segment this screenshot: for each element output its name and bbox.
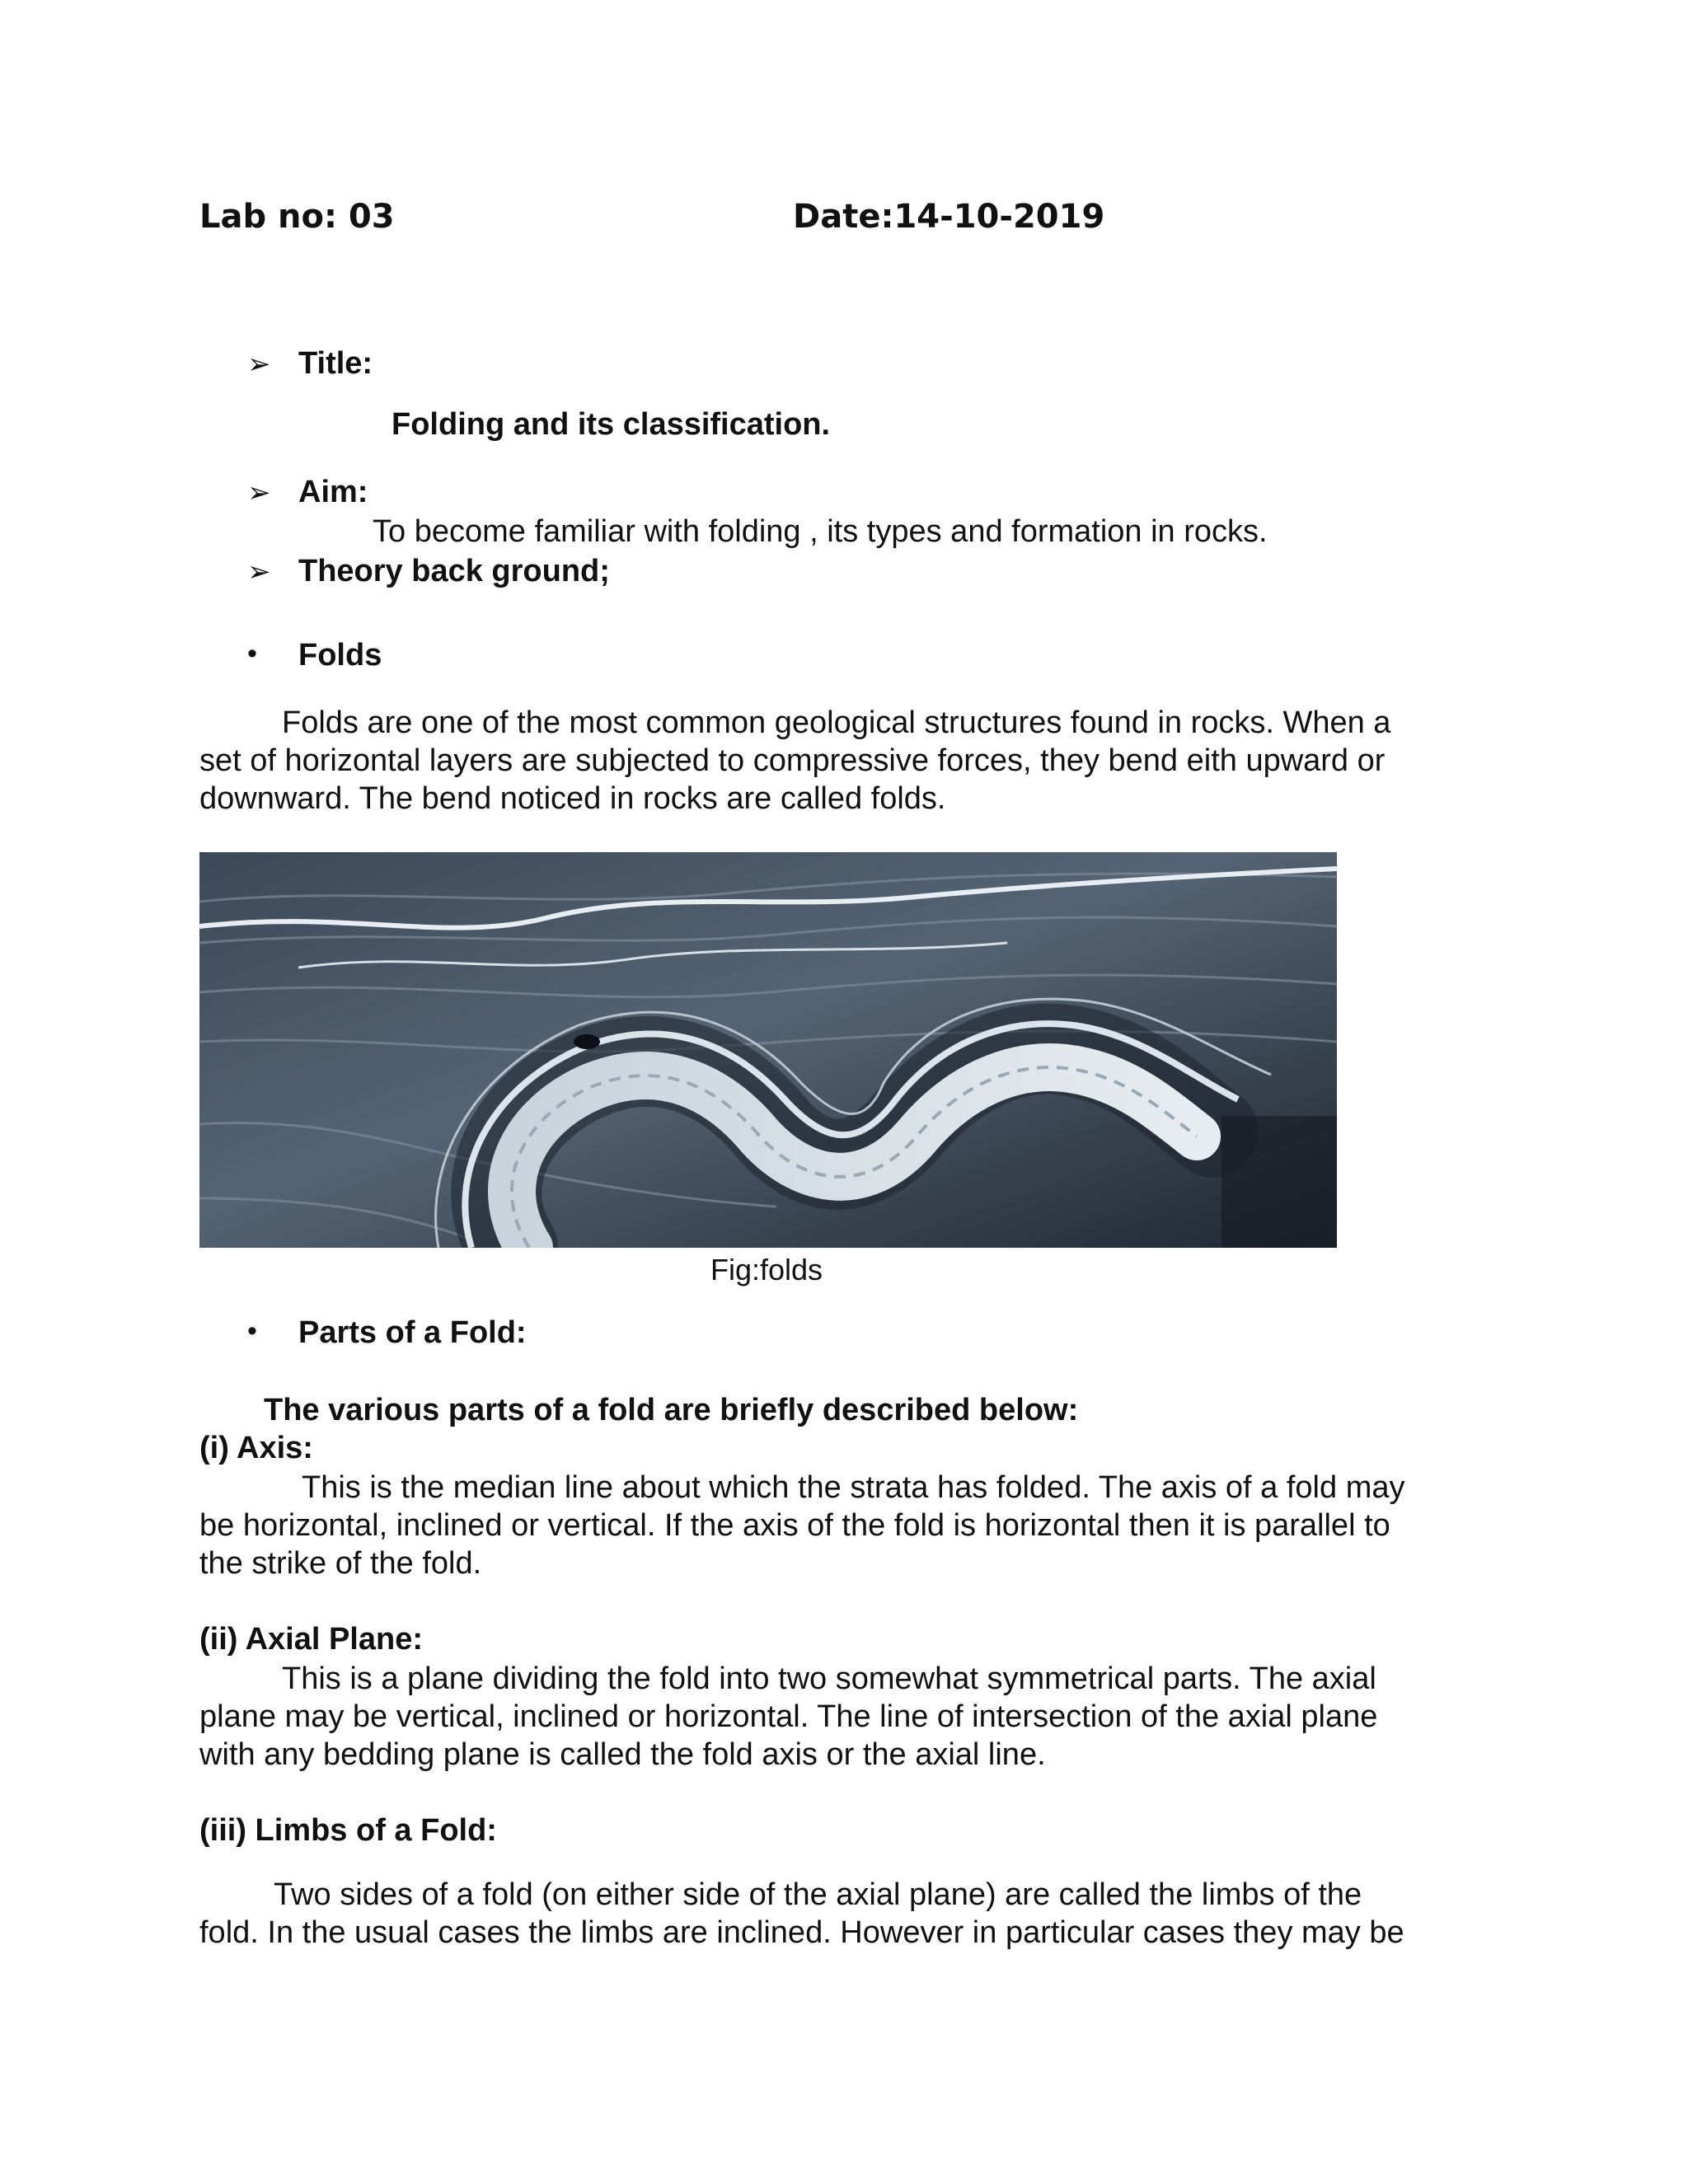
folds-paragraph xyxy=(199,704,1485,818)
folds-line: Folds are one of the most common geological structures found in rocks. When a xyxy=(282,705,1391,740)
folds-label: Folds xyxy=(298,638,382,673)
axial-plane-line: with any bedding plane is called the fold axis or the axial line. xyxy=(199,1737,1046,1772)
limbs-line: Two sides of a fold (on either side of the axial plane) are called the limbs of the xyxy=(274,1877,1362,1912)
figure-caption: Fig:folds xyxy=(710,1253,823,1286)
folds-line: set of horizontal layers are subjected to compressive forces, they bend eith upward or xyxy=(199,743,1386,778)
axis-line: be horizontal, inclined or vertical. If the axis of the fold is horizontal then it is parallel to xyxy=(199,1508,1390,1543)
axial-plane-paragraph xyxy=(199,1660,1485,1774)
parts-label: Parts of a Fold: xyxy=(298,1315,527,1350)
folds-line: downward. The bend noticed in rocks are called folds. xyxy=(199,781,946,816)
title-label: Title: xyxy=(298,346,373,381)
title-text: Folding and its classification. xyxy=(392,407,831,442)
folds-photo xyxy=(199,852,1337,1248)
axial-plane-line: plane may be vertical, inclined or horizontal. The line of intersection of the axial plane xyxy=(199,1699,1378,1734)
lab-date: Date:14-10-2019 xyxy=(793,198,1105,236)
arrow-bullet-icon: ➢ xyxy=(247,348,271,381)
arrow-bullet-icon: ➢ xyxy=(247,476,271,509)
limbs-paragraph xyxy=(199,1876,1485,1952)
axis-paragraph xyxy=(199,1469,1485,1582)
theory-label: Theory back ground; xyxy=(298,554,610,588)
bullet-dot-icon: • xyxy=(247,638,257,669)
aim-text: To become familiar with folding , its types and formation in rocks. xyxy=(373,514,1268,549)
axial-plane-line: This is a plane dividing the fold into two somewhat symmetrical parts. The axial xyxy=(282,1661,1376,1696)
lab-number: Lab no: 03 xyxy=(199,198,395,236)
parts-intro: The various parts of a fold are briefly described below: xyxy=(264,1393,1079,1427)
limbs-heading: (iii) Limbs of a Fold: xyxy=(199,1813,497,1848)
axis-line: the strike of the fold. xyxy=(199,1546,482,1581)
limbs-line: fold. In the usual cases the limbs are inclined. However in particular cases they may be xyxy=(199,1915,1404,1950)
arrow-bullet-icon: ➢ xyxy=(247,555,271,588)
aim-label: Aim: xyxy=(298,475,368,509)
bullet-dot-icon: • xyxy=(247,1315,257,1347)
axis-heading: (i) Axis: xyxy=(199,1431,313,1465)
axis-line: This is the median line about which the strata has folded. The axis of a fold may xyxy=(302,1470,1405,1505)
axial-plane-heading: (ii) Axial Plane: xyxy=(199,1622,423,1657)
